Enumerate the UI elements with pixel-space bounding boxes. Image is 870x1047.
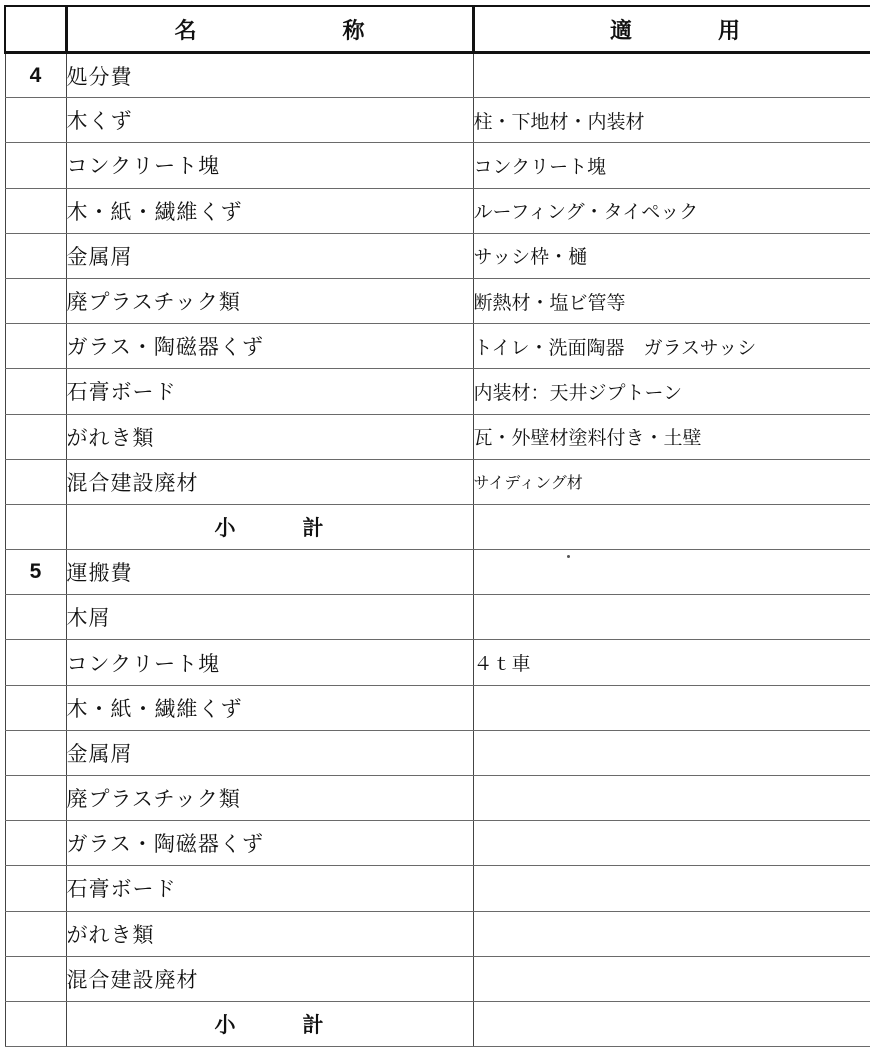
subtotal-row	[5, 1001, 870, 1046]
table-row	[5, 640, 870, 685]
row-name: 金属屑	[66, 233, 473, 278]
row-name: がれき類	[66, 911, 473, 956]
row-name: コンクリート塊	[66, 640, 473, 685]
table-row	[5, 956, 870, 1001]
table-row	[5, 459, 870, 504]
table-row	[5, 685, 870, 730]
row-use	[473, 866, 870, 911]
row-number	[5, 595, 66, 640]
row-name: 石膏ボード	[66, 866, 473, 911]
subtotal-label	[66, 1001, 473, 1046]
row-use: 瓦・外壁材塗料付き・土壁	[473, 414, 870, 459]
row-name: 処分費	[66, 53, 473, 98]
table-row	[5, 188, 870, 233]
table-row	[5, 278, 870, 323]
row-use	[473, 53, 870, 98]
row-use: ４ｔ車	[473, 640, 870, 685]
row-use	[473, 685, 870, 730]
header-number-cell	[5, 6, 66, 53]
row-name: コンクリート塊	[66, 143, 473, 188]
header-use-right: 用	[717, 18, 740, 44]
table-row	[5, 143, 870, 188]
row-name: ガラス・陶磁器くず	[66, 324, 473, 369]
subtotal-left: 小	[214, 515, 237, 540]
row-number	[5, 233, 66, 278]
row-name: 木・紙・繊維くず	[66, 685, 473, 730]
header-name-right: 称	[342, 18, 365, 44]
row-use	[473, 911, 870, 956]
header-use-cell	[473, 6, 870, 53]
row-use	[473, 595, 870, 640]
row-use	[473, 821, 870, 866]
table-row	[5, 730, 870, 775]
row-name: 木屑	[66, 595, 473, 640]
table-row	[5, 233, 870, 278]
table-row	[5, 369, 870, 414]
row-number	[5, 459, 66, 504]
table-row	[5, 821, 870, 866]
row-number: 5	[5, 550, 66, 595]
row-use: 断熱材・塩ビ管等	[473, 278, 870, 323]
subtotal-left: 小	[214, 1013, 237, 1038]
table-row	[5, 550, 870, 595]
row-name: 金属屑	[66, 730, 473, 775]
row-number: 4	[5, 53, 66, 98]
row-number	[5, 1001, 66, 1046]
table-row	[5, 776, 870, 821]
row-number	[5, 866, 66, 911]
row-use: トイレ・洗面陶器 ガラスサッシ	[473, 324, 870, 369]
header-use-left: 適	[610, 18, 633, 44]
table-row	[5, 595, 870, 640]
table-row	[5, 911, 870, 956]
subtotal-row	[5, 504, 870, 549]
row-use: コンクリート塊	[473, 143, 870, 188]
row-use: ルーフィング・タイペック	[473, 188, 870, 233]
row-use: サイディング材	[473, 459, 870, 504]
header-name-left: 名	[174, 18, 197, 44]
subtotal-right: 計	[302, 515, 325, 540]
row-number	[5, 369, 66, 414]
subtotal-label	[66, 504, 473, 549]
table-row	[5, 324, 870, 369]
row-number	[5, 730, 66, 775]
row-number	[5, 504, 66, 549]
row-use	[473, 1001, 870, 1046]
row-number	[5, 324, 66, 369]
row-use	[473, 776, 870, 821]
scan-speck	[567, 555, 570, 558]
row-number	[5, 911, 66, 956]
header-name-cell	[66, 6, 473, 53]
row-name: 混合建設廃材	[66, 459, 473, 504]
table-row	[5, 866, 870, 911]
table-row	[5, 98, 870, 143]
row-use	[473, 956, 870, 1001]
row-name: 廃プラスチック類	[66, 776, 473, 821]
row-use: 内装材：天井ジプトーン	[473, 369, 870, 414]
cost-breakdown-table	[4, 5, 870, 1047]
row-name: 廃プラスチック類	[66, 278, 473, 323]
row-number	[5, 640, 66, 685]
row-name: 混合建設廃材	[66, 956, 473, 1001]
row-number	[5, 188, 66, 233]
row-number	[5, 278, 66, 323]
row-number	[5, 821, 66, 866]
row-number	[5, 685, 66, 730]
row-number	[5, 776, 66, 821]
table-row	[5, 414, 870, 459]
row-use	[473, 504, 870, 549]
row-number	[5, 98, 66, 143]
row-number	[5, 956, 66, 1001]
row-use: サッシ枠・樋	[473, 233, 870, 278]
table-header-row	[5, 6, 870, 53]
row-name: 木・紙・繊維くず	[66, 188, 473, 233]
row-number	[5, 414, 66, 459]
row-name: 運搬費	[66, 550, 473, 595]
subtotal-right: 計	[302, 1013, 325, 1038]
row-use: 柱・下地材・内装材	[473, 98, 870, 143]
row-use	[473, 730, 870, 775]
row-name: 木くず	[66, 98, 473, 143]
row-name: がれき類	[66, 414, 473, 459]
table-row	[5, 53, 870, 98]
row-name: 石膏ボード	[66, 369, 473, 414]
row-number	[5, 143, 66, 188]
row-use	[473, 550, 870, 595]
row-name: ガラス・陶磁器くず	[66, 821, 473, 866]
